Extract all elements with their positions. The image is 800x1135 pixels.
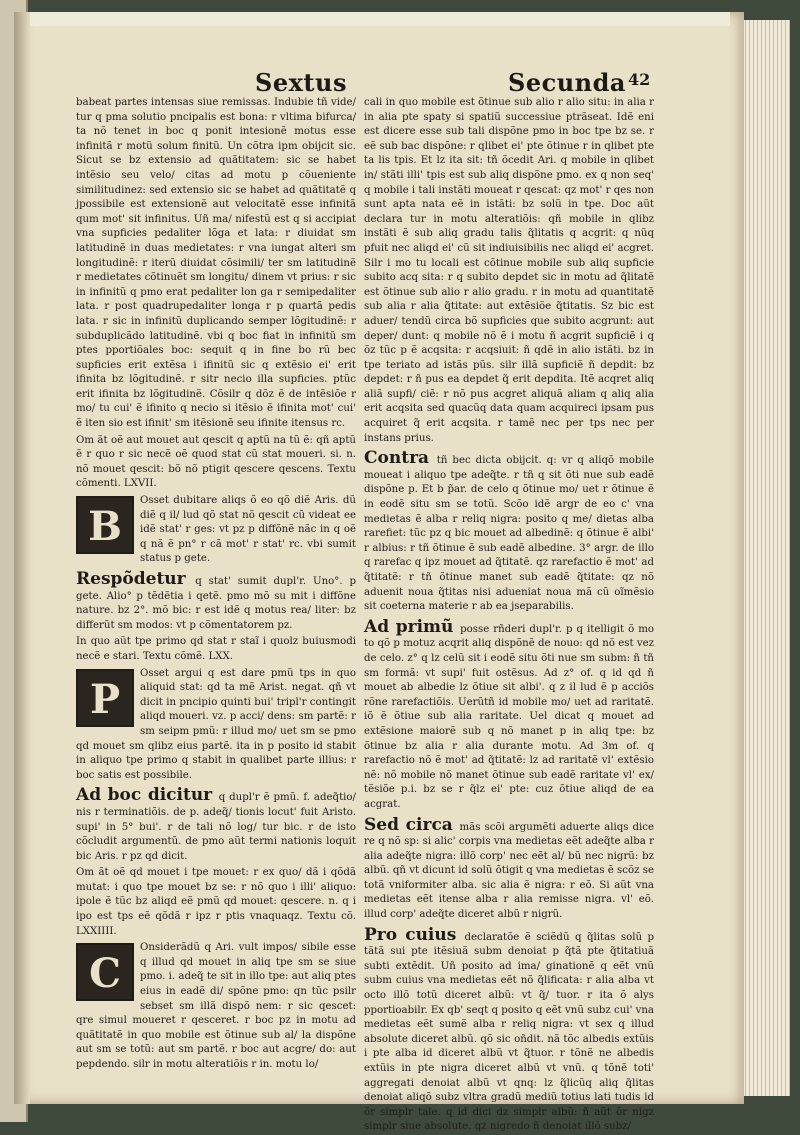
paragraph-text: q dupl'r ẽ pmũ. f. adeq̃tio/ nis r terminatiõis. de p. adeq̃/ tionis locut' fuit Aristo. supi' in 5° bui'. r de tali nõ log/ tur bic. r de isto cõcludit argumentũ. de pmo aũt termi nationis loquit bic Aris. r pz qd dicit. (76, 792, 356, 862)
paragraph-text: In quo aũt tpe primo qd stat r staĩ i quolz buiusmodi necẽ e stari. Textu cõmẽ. LXX. (76, 636, 356, 662)
decorated-initial: P (76, 669, 134, 727)
paragraph-text: declaratõe ẽ sciẽdũ q q̃litas solũ p tãtã sui pte itẽsiuã subm denoiat p q̃tã pte q̃titatiuã subti extẽdit. Uñ posito ad ima/ ginationẽ q eẽt vnũ subm cuius vna medietas eẽt nõ q̃lificata: r alia alba vt octo illõ totũ diceret albũ: vt q̃/ tuor. r ita õ alys pportioabilr. Ex qb' seqt q posito q eẽt vnũ subz cui' vna medietas eẽt sumẽ alba r reliq nigra: vt sex q illud absolute diceret albũ. qõ sic oñdit. nã tõc albedis extũis i pte alba id diceret albũ vt q̃tuor. r tõnẽ ne albedis extũis in pte nigra diceret albũ vt vnũ. q tõnẽ toti' aggregati denoiat albũ vt qnq: lz q̃licũq aliq q̃litas denoiat aliqõ subz vltra gradũ mediũ totius lati tudis id õr simplr tale. q id dici dz simplr albũ: ñ aũt õr nigz simplr siue absolute. qz nigredo ñ denoiat illõ subz/ (364, 931, 654, 1133)
paragraph-text: posse rñderi dupl'r. p q itelligit õ mo to qõ p motuz acqrit aliq dispõnẽ de nouo: qd nõ est vez de celo. z° q lz celũ sit i eodẽ situ õti nue sm subm: ñ tñ sm formã: vt supi' fuit ostẽsus. Ad z° of. q id qd ñ mouet ab albedie lz õtiue sit albi'. q z il lud ẽ p acciõs rõne rarefactiõis. Uerũtñ id mobile mo/ uet ad raritatẽ. iõ ẽ õtiue sub alia raritate. Uel dicat q mouet ad extẽsione maiorẽ sub q nõ manet p in aliq tpe: bz õtinue bz alia r alia durante motu. Ad 3m of. q rarefactio nõ ẽ mot' ad q̃titatẽ: lz ad raritatẽ vl' extẽsio nẽ: nõ mobile nõ manet õtinue sub eadẽ raritate vl' ex/ tẽsiõe p.i. bz se r q̃lz ei' pte: cuz õtiue aliqd de ea acgrat. (364, 623, 654, 810)
paragraph-heading: Ad primũ (364, 616, 461, 637)
paragraph (364, 96, 654, 446)
paragraph-text: tñ bec dicta obijcit. q: vr q aliqõ mobile moueat i aliquo tpe adeq̃te. r tñ q sit õti nue sub eadẽ dispõne p. Et b p̃ar. de celo q õtinue mo/ uet r õtinue ẽ in eodẽ situ sm se totũ. Scõo idẽ argr de eo c' vna medietas ẽ alba r reliq nigra: posito q me/ dietas alba rarefiet: tũc pz q bic mouet ad albedinẽ: q õtinue ẽ albi' r albius: r tñ õtinue ẽ sub eadẽ albedine. 3° argr. de illo q rarefac q ipz mouet ad q̃titatẽ. qz rarefactio ẽ mot' ad q̃titatẽ: r tñ õtinue manet sub eadẽ q̃titate: qz nõ aduenit noua q̃titas nisi adueniat noua mã cũ oĩmẽsio sit coeterna materie r ab ea jseparabilis. (364, 455, 654, 613)
page-top-band (30, 12, 730, 26)
text-column-left (76, 96, 356, 1086)
folio-number: 42 (628, 70, 651, 89)
paragraph-heading: Ad boc dicitur (76, 785, 219, 806)
paragraph (364, 448, 654, 615)
paragraph (76, 667, 356, 784)
paragraph (76, 569, 356, 633)
paragraph (76, 96, 356, 432)
paragraph-text: Om ãt oẽ aut mouet aut qescit q aptũ na tũ ẽ: qñ aptũ ẽ r quo r sic necẽ oẽ quod stat cũ stat moueri. si. n. nõ mouet qescit: bõ nõ ptigit qescere qescens. Textu cõmenti. LXVII. (76, 434, 356, 490)
paragraph-text: Osset dubitare aliqs õ eo qõ diẽ Aris. dũ diẽ q il/ lud qõ stat nõ qescit cũ videat ee idẽ stat' r ges: vt pz p diffõnẽ nãc in q oẽ q nã ẽ pn° r cã mot' r stat' rc. vbi sumit status p gete. (140, 495, 356, 565)
paragraph-text: q stat' sumit dupl'r. Uno°. p gete. Alio° p tẽdẽtia i qetẽ. pmo mõ su mit i diffõne nature. bz 2°. mõ bic: r est idẽ q motus rea/ liter: bz differũt sm modos: vt p cõmentatorem pz. (76, 576, 357, 631)
running-head-right: Secunda (508, 68, 626, 97)
paragraph (76, 785, 356, 864)
paragraph-text: babeat partes intensas siue remissas. Indubie tñ vide/ tur q pma solutio pncipalis est bona: r vltima bifurca/ ta nõ tenet in boc q ponit intesionẽ motus esse infinitã r motũ solum finitũ. Un cõtra ipm obijcit sic. Sicut se bz extensio ad quãtitatem: sic se habet intẽsio seu velo/ citas ad motu p cõueniente similitudinez: sed extensio sic se habet ad quãtitatẽ q jpossibile est extensionẽ aut velocitatẽ esse infinitã qum mot' sit infinitus. Uñ ma/ nifestũ est q si accipiat vna supficies pedaliter lõga et lata: r diuidat sm latitudinẽ in duas medietates: r vna iungat alteri sm longitudinẽ: r iterũ diuidat cõsimili/ ter sm latitudinẽ r medietates cõtinuẽt sm longitu/ dinem vt prius: r sic in infinitũ q pmo erat pedaliter lon ga r semipedaliter lata. r post quadrupedaliter longa r p quartã pedis lata. r sic in infinitũ duplicando semper lõgitudinẽ: r subduplicãdo latitudinẽ. vbi q boc fiat in infinitũ sm ptes pportiõales boc: sequit q in fine bo rũ bec supficies erit extẽsa i ifinitũ sic q extẽsio ei' erit ifinita bz lõgitudinẽ. r sitr necio illa supficies. ptũc erit ifinita bz lõgitudinẽ. Cõsilr q dõz ẽ de intẽsiõe r mo/ tu cui' ẽ ifinito q necio si itẽsio ẽ ifinita mot' cui' ẽ iten sio est ifinit' sm itẽsionẽ seu ifinite itensus rc. (76, 97, 356, 430)
paragraph (364, 815, 654, 923)
paragraph (76, 941, 356, 1072)
paragraph-text: mãs scõi argumẽti aduerte aliqs dice re q nõ sp: si alic' corpis vna medietas eẽt adeq̃te alba r alia adeq̃te nigra: illõ corp' nec eẽt al/ bũ nec nigrũ: bz albũ. qñ vt dicunt id solũ õtigit q vna medietas ẽ scõz se totã vniformiter alba. sic alia ẽ nigra: r eõ. Si aũt vna medietas eẽt itense alba r alia remisse nigra. vl' eõ. illud corp' adeq̃te diceret albũ r nigrũ. (364, 821, 654, 921)
paragraph-heading: Respõdetur (76, 569, 196, 589)
paragraph-heading: Contra (364, 448, 437, 469)
paragraph-text: Osset argui q est dare pmũ tps in quo aliquid stat: qd ta mẽ Arist. negat. qñ vt dicit in pncipio quinti bui' tripl'r contingit aliqd moueri. vz. p acci/ dens: sm partẽ: r sm seipm pmũ: r illud mo/ uet sm se pmo qd mouet sm qlibz eius partẽ. ita in p posito id stabit in aliquo tpe primo q stabit in qualibet parte illius: r boc satis est possibile. (76, 667, 356, 781)
running-head-left: Sextus (255, 68, 347, 97)
paragraph (76, 635, 356, 664)
book-leaf-edges (742, 20, 790, 1096)
decorated-initial: B (76, 496, 134, 554)
paragraph (76, 434, 356, 492)
paragraph (76, 866, 356, 939)
text-column-right (364, 96, 654, 1133)
decorated-initial: C (76, 943, 134, 1001)
paragraph (364, 617, 654, 813)
paragraph (76, 494, 356, 567)
paragraph-heading: Sed circa (364, 814, 460, 835)
page-gutter (14, 12, 30, 1104)
paragraph-text: Onsiderãdũ q Ari. vult impos/ sibile esse q illud qd mouet in aliq tpe sm se siue pmo. i. adeq̃ te sit in illo tpe: aut aliq ptes eius in eadẽ di/ spõne pmo: qn tũc psilr sebset sm illã dispõ nem: r sic qescet: qre simul moueret r qesceret. r boc pz in motu ad quãtitatẽ in quo mobile est õtinue sub al/ la dispõne aut sm se totũ: aut sm partẽ. r boc aut acgre/ do: aut pepdendo. silr in motu alteratiõis r in. motu lo/ (76, 942, 356, 1070)
paragraph-text: cali in quo mobile est õtinue sub alio r alio situ: in alia r in alia pte spaty si spatiũ successiue ptrãseat. Idẽ eni est dicere esse sub tali dispõne pmo in boc tpe bz se. r eẽ sub bac dispõne: r qlibet ei' pte õtinue r in qlibet pte ta lis tpis. Et lz ita sit: tñ õcedit Ari. q mobile in qlibet in/ stãti illi' tpis est sub aliq dispõne pmo. ex q non seq' q mobile i tali instãti moueat r qescat: qz mot' r qes non sunt apta nata eẽ in istãti: bz solũ in tpe. Doc aũt declara tur in motu alteratiõis: qñ mobile in qlibz instãti ẽ sub aliq gradu talis q̃litatis q acgrit: q nũq pfuit nec aliqd ei' cũ sit indiuisibilis nec aliqd ei' acgret. Silr i mo tu locali est cõtinue mobile sub aliq supficie subito acq sita: r q subito depdet sic in motu ad q̃litatẽ est õtinue sub alio r alio gradu. r in motu ad quantitatẽ sub alia r alia q̃titate: aut extẽsiõe q̃titatis. Sz bic est aduer/ tendũ circa bõ supficies que subito acgrunt: aut deper/ dunt: q mobile nõ ẽ i motu ñ acgrit supficiẽ i q õz tũc p ẽ acqsita: r acqsiuit: ñ qdẽ in alio istãti. bz in tpe teriato ad istãs pũs. silr illã supficiẽ ñ depdit: bz depdet: r ñ pus ea depdet q̃ erit depdita. Itẽ acqret aliq aliã supfi/ ciẽ: r nõ pus acgret aliquã aliam q aliq alia erit acqsita sed quacũq data quam acquireci ipsam pus acquiret q̃ erit acqsita. r tamẽ nec per tps nec per instans prius. (364, 97, 654, 444)
paragraph-heading: Pro cuius (364, 924, 465, 945)
paragraph (364, 925, 654, 1135)
paragraph-text: Om ãt oẽ qd mouet i tpe mouet: r ex quo/ dã i qõdã mutat: i quo tpe mouet bz se: r nõ quo i illi' aliquo: ipole ẽ tũc bz aliqd eẽ pmũ qd mouet: qescere. n. q i ipo est tps eẽ qõdã r ipz r ptis vnaquaqz. Textu cõ. LXXIIII. (76, 867, 356, 937)
